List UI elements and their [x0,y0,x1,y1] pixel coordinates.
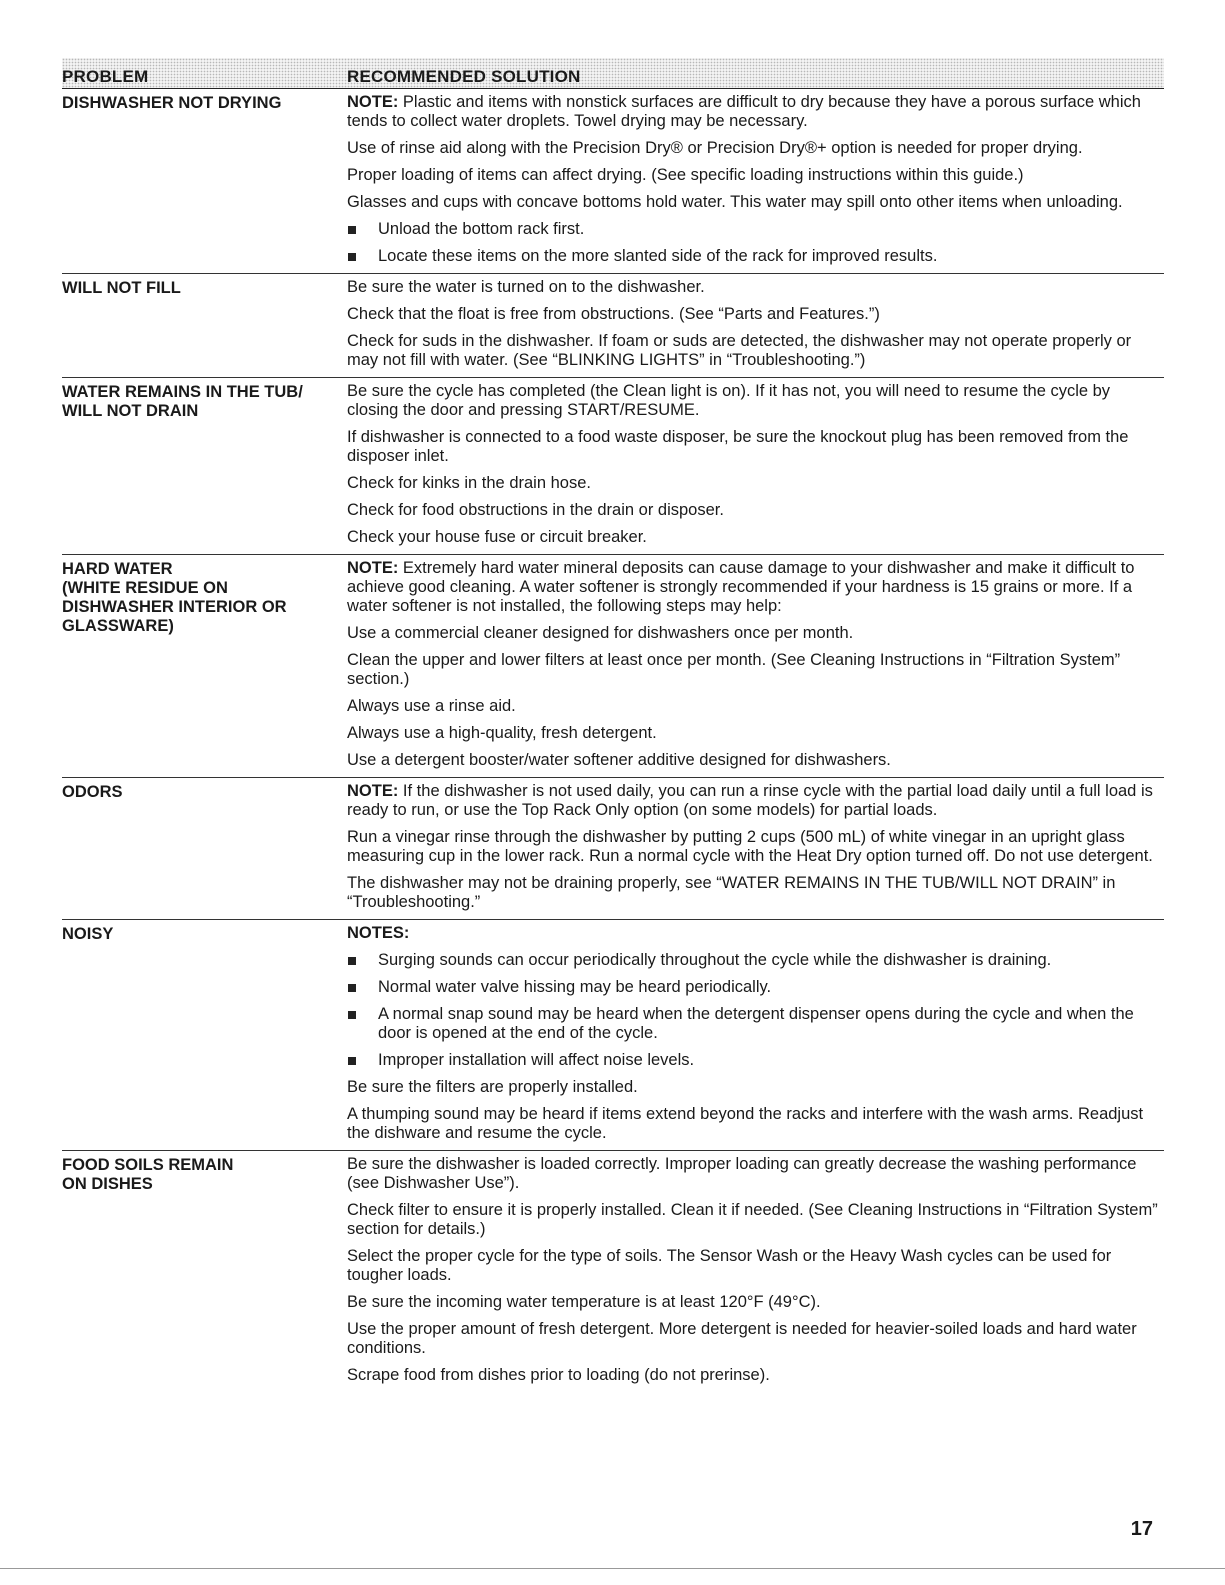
solution-paragraph: Be sure the incoming water temperature is at least 120°F (49°C). [347,1293,821,1311]
square-bullet-icon [348,1011,356,1019]
solution-paragraph: A thumping sound may be heard if items extend beyond the racks and interfere with the wash arms. Readjust the dishware and resume the cycle. [347,1105,1144,1142]
solution-paragraph: The dishwasher may not be draining properly, see “WATER REMAINS IN THE TUB/WILL NOT DRAIN” in “Troubleshooting.” [347,874,1116,911]
solution-cell [347,924,1164,1146]
problem-label: NOISY [62,925,114,943]
problem-column-header: PROBLEM [62,67,149,86]
bullet-item [347,247,1164,266]
bullet-text: Locate these items on the more slanted side of the rack for improved results. [378,247,938,265]
table-row [62,89,1164,274]
solution-paragraph: Glasses and cups with concave bottoms hold water. This water may spill onto other items when unloading. [347,193,1123,211]
solution-cell [347,278,1164,373]
solution-paragraph: Be sure the dishwasher is loaded correctly. Improper loading can greatly decrease the washing performance (see Dishwasher Use”). [347,1155,1137,1192]
problem-label: WILL NOT FILL [62,279,181,297]
solution-paragraph: Always use a rinse aid. [347,697,516,715]
solution-paragraph: Run a vinegar rinse through the dishwasher by putting 2 cups (500 mL) of white vinegar in an upright glass measuring cup in the lower rack. Run a normal cycle with the Heat Dry option turned off. Do not use detergent. [347,828,1153,865]
solution-paragraph: Be sure the water is turned on to the dishwasher. [347,278,705,296]
table-row [62,920,1164,1151]
solution-paragraph: Be sure the cycle has completed (the Clean light is on). If it has not, you will need to resume the cycle by closing the door and pressing START/RESUME. [347,382,1111,419]
note-text: If the dishwasher is not used daily, you can run a rinse cycle with the partial load daily until a full load is ready to run, or use the Top Rack Only option (on some models) for partial loads. [347,782,1153,819]
solution-paragraph: Clean the upper and lower filters at least once per month. (See Cleaning Instructions in “Filtration System” section.) [347,651,1121,688]
page-number: 17 [1130,1518,1153,1540]
solution-paragraph: Select the proper cycle for the type of soils. The Sensor Wash or the Heavy Wash cycles can be used for tougher loads. [347,1247,1112,1284]
solution-cell [347,382,1164,550]
bullet-text: Unload the bottom rack first. [378,220,585,238]
solution-paragraph: Use of rinse aid along with the Precision Dry® or Precision Dry®+ option is needed for proper drying. [347,139,1083,157]
note-paragraph [347,559,1164,616]
square-bullet-icon [348,957,356,965]
solution-cell [347,559,1164,773]
note-paragraph [347,93,1164,131]
note-label: NOTE: [347,93,399,111]
bottom-divider [0,1568,1225,1569]
table-row [62,778,1164,920]
solution-paragraph: Check for kinks in the drain hose. [347,474,591,492]
note-text: Extremely hard water mineral deposits can cause damage to your dishwasher and make it difficult to achieve good cleaning. A water softener is strongly recommended if your hardness is 15 grains or more. If a water softener is not installed, the following steps may help: [347,559,1135,615]
table-row [62,378,1164,555]
bullet-text: A normal snap sound may be heard when the detergent dispenser opens during the cycle and when the door is opened at the end of the cycle. [378,1005,1134,1042]
table-row [62,274,1164,378]
problem-label: DISHWASHER NOT DRYING [62,94,282,112]
note-paragraph [347,924,1164,943]
solution-paragraph: Use a detergent booster/water softener additive designed for dishwashers. [347,751,891,769]
problem-label: WATER REMAINS IN THE TUB/ WILL NOT DRAIN [62,383,303,420]
table-row [62,555,1164,778]
solution-paragraph: Check for food obstructions in the drain or disposer. [347,501,724,519]
bullet-text: Normal water valve hissing may be heard periodically. [378,978,772,996]
bullet-item [347,220,1164,239]
square-bullet-icon [348,1057,356,1065]
table-row [62,1151,1164,1392]
solution-paragraph: Scrape food from dishes prior to loading (do not prerinse). [347,1366,770,1384]
bullet-item [347,951,1164,970]
bullet-text: Surging sounds can occur periodically throughout the cycle while the dishwasher is draining. [378,951,1052,969]
solution-paragraph: Proper loading of items can affect drying. (See specific loading instructions within this guide.) [347,166,1024,184]
solution-paragraph: Check for suds in the dishwasher. If foam or suds are detected, the dishwasher may not operate properly or may not fill with water. (See “BLINKING LIGHTS” in “Troubleshooting.”) [347,332,1132,369]
square-bullet-icon [348,984,356,992]
bullet-item [347,1005,1164,1043]
solution-paragraph: Check filter to ensure it is properly installed. Clean it if needed. (See Cleaning Instructions in “Filtration System” section for details.) [347,1201,1158,1238]
solution-paragraph: If dishwasher is connected to a food waste disposer, be sure the knockout plug has been removed from the disposer inlet. [347,428,1129,465]
square-bullet-icon [348,253,356,261]
note-label: NOTE: [347,782,399,800]
solution-paragraph: Check that the float is free from obstructions. (See “Parts and Features.”) [347,305,880,323]
problem-label: ODORS [62,783,123,801]
solution-cell [347,93,1164,269]
bullet-text: Improper installation will affect noise levels. [378,1051,695,1069]
solution-paragraph: Always use a high-quality, fresh detergent. [347,724,657,742]
solution-cell [347,1155,1164,1388]
solution-paragraph: Check your house fuse or circuit breaker. [347,528,647,546]
solution-paragraph: Be sure the filters are properly installed. [347,1078,638,1096]
bullet-item [347,978,1164,997]
troubleshooting-table [62,58,1164,1392]
bullet-item [347,1051,1164,1070]
table-body [62,89,1164,1392]
solution-paragraph: Use a commercial cleaner designed for dishwashers once per month. [347,624,854,642]
table-header [62,58,1164,89]
note-label: NOTES: [347,924,410,942]
problem-label: HARD WATER (WHITE RESIDUE ON DISHWASHER INTERIOR OR GLASSWARE) [62,560,287,635]
square-bullet-icon [348,226,356,234]
note-paragraph [347,782,1164,820]
solution-column-header: RECOMMENDED SOLUTION [347,67,581,86]
problem-label: FOOD SOILS REMAIN ON DISHES [62,1156,234,1193]
note-text: Plastic and items with nonstick surfaces are difficult to dry because they have a porous surface which tends to collect water droplets. Towel drying may be necessary. [347,93,1141,130]
note-label: NOTE: [347,559,399,577]
solution-paragraph: Use the proper amount of fresh detergent. More detergent is needed for heavier-soiled loads and hard water conditions. [347,1320,1137,1357]
solution-cell [347,782,1164,915]
